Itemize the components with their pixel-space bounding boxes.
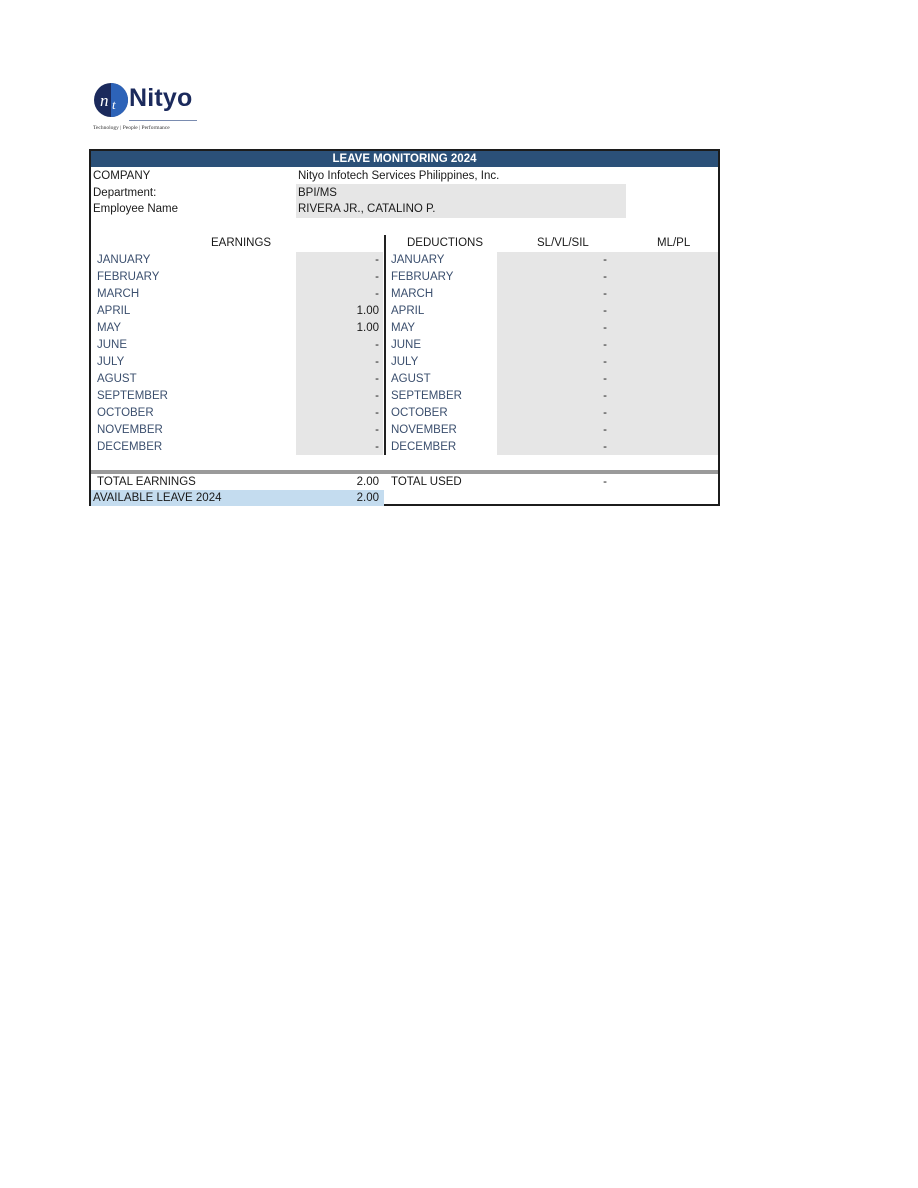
deductions-month: DECEMBER — [391, 441, 457, 453]
department-label: Department: — [93, 187, 157, 199]
department-value: BPI/MS — [298, 187, 337, 199]
available-leave-value: 2.00 — [356, 492, 379, 504]
earnings-month: JULY — [97, 356, 125, 368]
earnings-value: - — [375, 407, 379, 419]
sl-vl-sil-used-value: - — [603, 305, 607, 317]
earnings-month: SEPTEMBER — [97, 390, 168, 402]
earnings-value: - — [375, 424, 379, 436]
logo-divider — [129, 120, 197, 121]
deductions-month: AGUST — [391, 373, 431, 385]
sl-vl-sil-used-value: - — [603, 356, 607, 368]
earnings-value: - — [375, 271, 379, 283]
earnings-month: JANUARY — [97, 254, 151, 266]
deductions-month: MARCH — [391, 288, 434, 300]
company-logo — [93, 82, 213, 138]
sl-vl-sil-used-value: - — [603, 373, 607, 385]
total-used-value: - — [603, 476, 607, 488]
svg-text:t: t — [112, 97, 116, 112]
employee-name-label: Employee Name — [93, 203, 179, 215]
earnings-month: MARCH — [97, 288, 140, 300]
sl-vl-sil-used-value: - — [603, 288, 607, 300]
deductions-month: JULY — [391, 356, 419, 368]
deductions-month: MAY — [391, 322, 416, 334]
deductions-month: OCTOBER — [391, 407, 448, 419]
available-leave-label: AVAILABLE LEAVE 2024 — [93, 492, 222, 504]
logo-tagline: Technology | People | Performance — [93, 125, 170, 131]
deductions-month: JUNE — [391, 339, 422, 351]
deductions-month: FEBRUARY — [391, 271, 454, 283]
sheet-title: LEAVE MONITORING 2024 — [91, 151, 718, 167]
company-value: Nityo Infotech Services Philippines, Inc. — [298, 170, 500, 182]
leave-monitoring-sheet — [89, 149, 720, 506]
earnings-month: APRIL — [97, 305, 131, 317]
earnings-header: EARNINGS — [211, 237, 272, 249]
deductions-header: DEDUCTIONS — [407, 237, 484, 249]
employee-name-value: RIVERA JR., CATALINO P. — [298, 203, 436, 215]
earnings-value: - — [375, 373, 379, 385]
total-earnings-value: 2.00 — [356, 476, 379, 488]
sl-vl-sil-used-value: - — [603, 441, 607, 453]
earnings-value: - — [375, 288, 379, 300]
mlpl-header: ML/PL — [657, 237, 691, 249]
deductions-month: APRIL — [391, 305, 425, 317]
sl-vl-sil-used-value: - — [603, 424, 607, 436]
sl-vl-sil-used-value: - — [603, 254, 607, 266]
sl-vl-sil-used-value: - — [603, 339, 607, 351]
sl-vl-sil-used-value: - — [603, 390, 607, 402]
company-label: COMPANY — [93, 170, 151, 182]
earnings-month: DECEMBER — [97, 441, 163, 453]
svg-text:n: n — [100, 91, 109, 110]
sl-vl-sil-used-value: - — [603, 407, 607, 419]
earnings-month: OCTOBER — [97, 407, 154, 419]
logo-wordmark: Nityo — [129, 84, 193, 112]
earnings-value: - — [375, 390, 379, 402]
column-divider — [384, 235, 386, 455]
earnings-value: - — [375, 254, 379, 266]
total-used-label: TOTAL USED — [391, 476, 462, 488]
earnings-value: - — [375, 441, 379, 453]
earnings-month: FEBRUARY — [97, 271, 160, 283]
earnings-value: - — [375, 356, 379, 368]
sl-vl-sil-used-value: - — [603, 271, 607, 283]
deductions-month: NOVEMBER — [391, 424, 457, 436]
earnings-month: JUNE — [97, 339, 128, 351]
earnings-month: NOVEMBER — [97, 424, 163, 436]
sl-vl-sil-used-value: - — [603, 322, 607, 334]
earnings-value: - — [375, 339, 379, 351]
total-earnings-label: TOTAL EARNINGS — [97, 476, 196, 488]
earnings-month: AGUST — [97, 373, 137, 385]
deductions-month: SEPTEMBER — [391, 390, 462, 402]
deductions-month: JANUARY — [391, 254, 445, 266]
earnings-value: 1.00 — [356, 322, 379, 334]
slvlsil-header: SL/VL/SIL — [537, 237, 589, 249]
nityo-logo-icon — [93, 82, 129, 118]
earnings-month: MAY — [97, 322, 122, 334]
earnings-value: 1.00 — [356, 305, 379, 317]
